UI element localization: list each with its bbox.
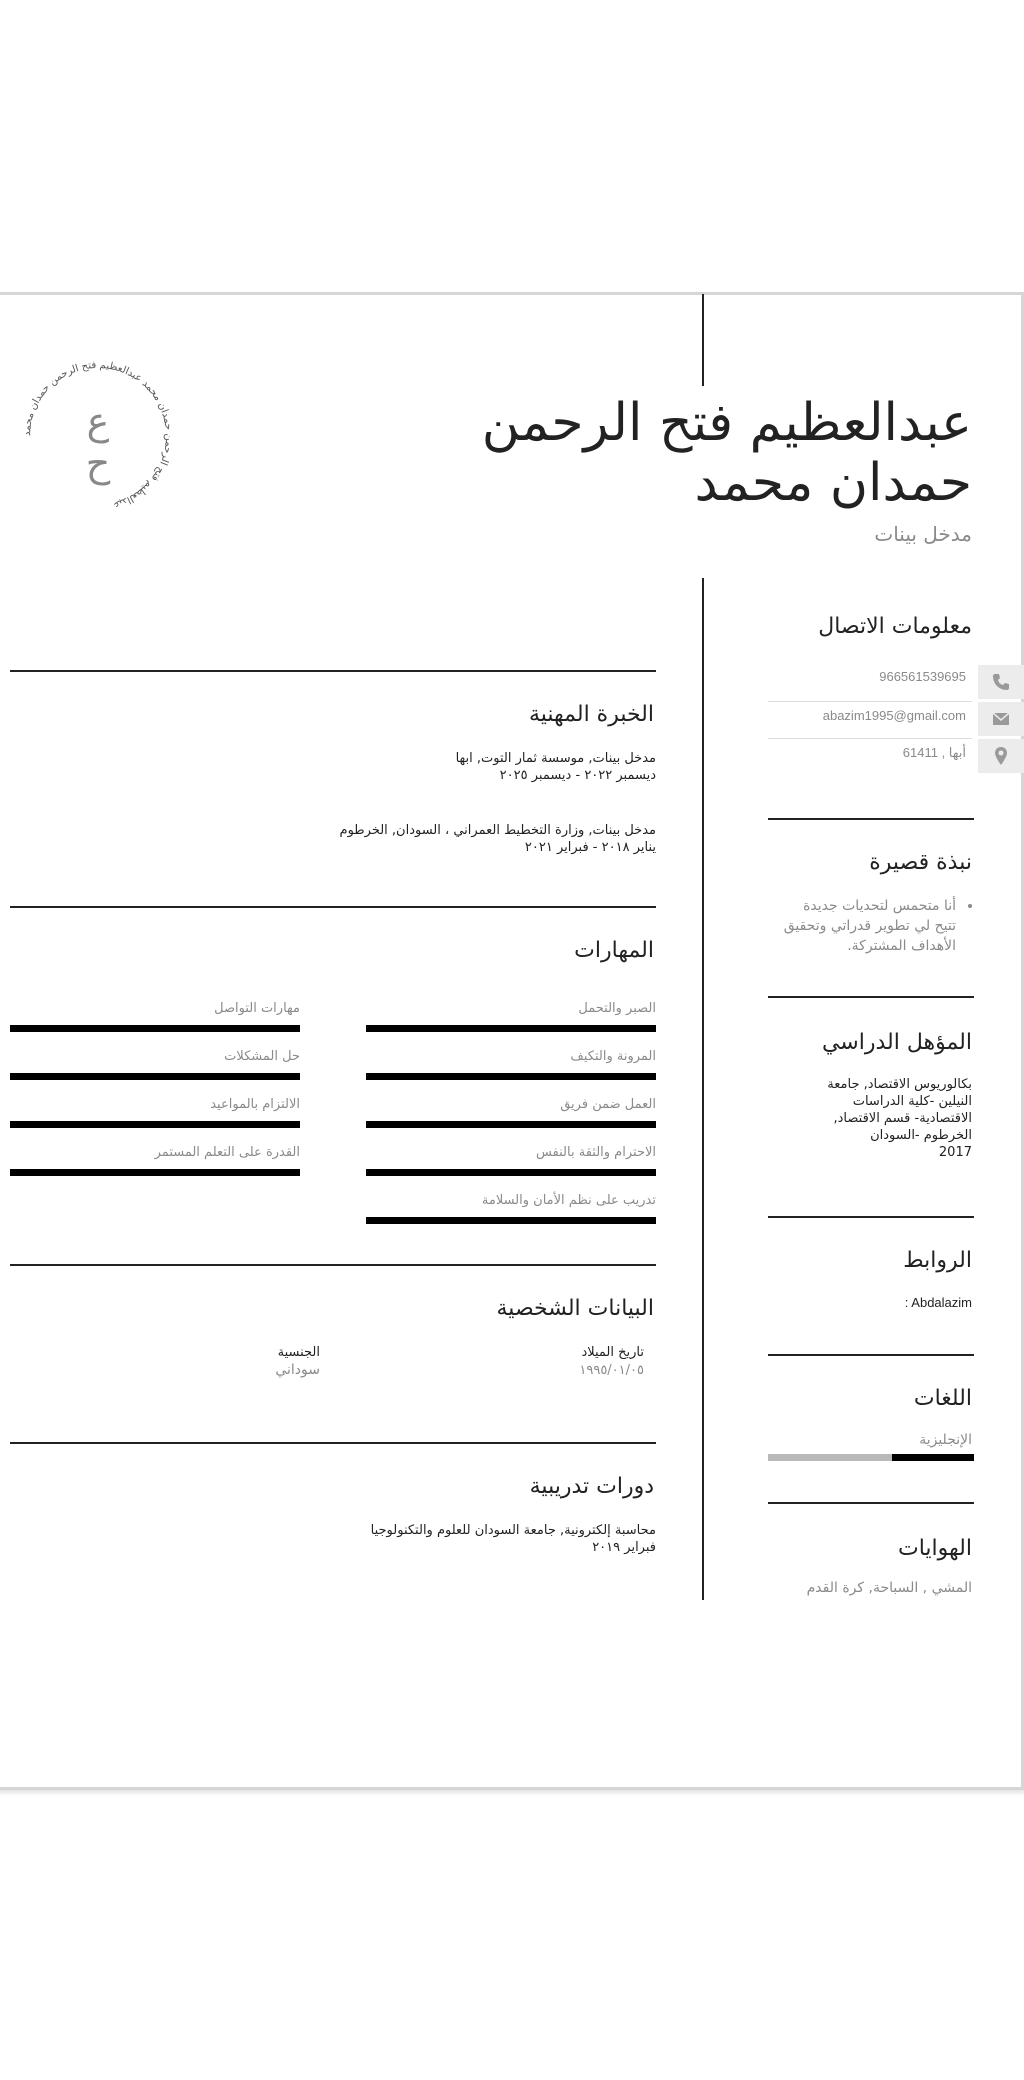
language-level-fill [892, 1454, 974, 1461]
language-level-track [768, 1454, 974, 1461]
skill-bar [366, 1121, 656, 1128]
skill-label: الاحترام والثقة بالنفس [535, 1145, 656, 1160]
skill-label: العمل ضمن فريق [560, 1097, 656, 1112]
skill-bar [366, 1073, 656, 1080]
mail-icon [978, 702, 1024, 736]
hobbies-heading: الهوايات [898, 1536, 972, 1561]
skill-label: الالتزام بالمواعيد [210, 1097, 300, 1112]
experience-dates: ديسمبر ٢٠٢٢ - ديسمبر ٢٠٢٥ [499, 768, 656, 783]
links-heading: الروابط [903, 1248, 972, 1273]
skill-bar [366, 1217, 656, 1224]
experience-item-1 [100, 750, 656, 784]
skill-bar [10, 1025, 300, 1032]
summary-text [760, 896, 956, 956]
divider [768, 1502, 974, 1504]
experience-title: مدخل بينات, موسسة ثمار التوت, ابها [455, 751, 656, 766]
nationality-value: سوداني [275, 1362, 320, 1378]
training-heading: دورات تدريبية [529, 1474, 654, 1499]
skill-label: تدريب على نظم الأمان والسلامة [481, 1193, 656, 1208]
experience-title: مدخل بينات, وزارة التخطيط العمراني ، السودان, الخرطوم [339, 823, 656, 838]
contact-heading: معلومات الاتصال [818, 614, 972, 639]
stamp-initial-bottom: ح [85, 441, 111, 485]
name-stamp [18, 356, 178, 516]
skill-label: مهارات التواصل [214, 1001, 300, 1016]
contact-address-row [768, 739, 972, 775]
name-line-1: عبدالعظيم فتح الرحمن [481, 393, 972, 453]
training-date: فبراير ٢٠١٩ [592, 1540, 656, 1555]
location-icon [978, 739, 1024, 773]
name-line-2: حمدان محمد [694, 453, 972, 513]
column-divider-line [702, 578, 704, 1600]
divider [10, 1264, 656, 1266]
experience-item-2 [100, 822, 656, 856]
training-title: محاسبة إلكترونية, جامعة السودان للعلوم والتكنولوجيا [370, 1523, 656, 1538]
education-text [760, 1076, 972, 1161]
education-line-5: 2017 [938, 1145, 972, 1160]
skill-label: المرونة والتكيف [570, 1049, 656, 1064]
skill-label: القدرة على التعلم المستمر [154, 1145, 300, 1160]
link-item[interactable]: : Abdalazim [904, 1295, 972, 1310]
skill-bar [10, 1169, 300, 1176]
birth-label: تاريخ الميلاد [581, 1345, 644, 1360]
skill-bar [10, 1121, 300, 1128]
divider [768, 1216, 974, 1218]
job-title: مدخل بينات [874, 522, 972, 546]
skill-label: الصبر والتحمل [578, 1001, 656, 1016]
summary-line-1: أنا متحمس لتحديات جديدة [803, 898, 956, 914]
skill-bar [366, 1025, 656, 1032]
contact-address: أبها , 61411 [902, 745, 966, 760]
divider [10, 906, 656, 908]
skill-bar [366, 1169, 656, 1176]
education-heading: المؤهل الدراسي [821, 1030, 972, 1055]
summary-line-3: الأهداف المشتركة. [847, 938, 956, 954]
divider [768, 1354, 974, 1356]
divider [10, 1442, 656, 1444]
divider [768, 818, 974, 820]
top-divider-line [702, 294, 704, 386]
training-item [100, 1522, 656, 1556]
experience-dates: يناير ٢٠١٨ - فبراير ٢٠٢١ [524, 840, 656, 855]
personal-heading: البيانات الشخصية [496, 1296, 654, 1321]
contact-phone-row [768, 665, 972, 702]
summary-line-2: تتيح لي تطوير قدراتي وتحقيق [783, 918, 956, 934]
skill-label: حل المشكلات [224, 1049, 300, 1064]
divider [768, 996, 974, 998]
hobbies-text: المشي , السباحة, كرة القدم [806, 1580, 972, 1596]
experience-heading: الخبرة المهنية [528, 702, 654, 727]
languages-heading: اللغات [913, 1386, 972, 1411]
birth-value: ١٩٩٥/٠١/٠٥ [579, 1363, 644, 1378]
bullet-dot [968, 904, 972, 908]
education-line-4: الخرطوم -السودان [870, 1128, 972, 1143]
phone-icon [978, 665, 1024, 699]
language-name: الإنجليزية [919, 1432, 972, 1448]
stamp-ring-text: عبدالعظيم فتح الرحمن حمدان محمد عبدالعظيم فتح الرحمن حمدان محمد [21, 359, 175, 511]
skills-heading: المهارات [574, 938, 654, 963]
summary-heading: نبذة قصيرة [869, 850, 972, 875]
stamp-initial-top: ع [86, 399, 110, 443]
contact-email[interactable]: abazim1995@gmail.com [822, 708, 966, 723]
contact-phone[interactable]: 966561539695 [879, 669, 966, 684]
education-line-3: الاقتصادية- قسم الاقتصاد, [833, 1111, 972, 1126]
education-line-1: بكالوريوس الاقتصاد, جامعة [827, 1077, 972, 1092]
divider [10, 670, 656, 672]
education-line-2: النيلين -كلية الدراسات [852, 1094, 972, 1109]
full-name [230, 393, 972, 513]
skill-bar [10, 1073, 300, 1080]
nationality-label: الجنسية [277, 1345, 320, 1360]
contact-email-row [768, 702, 972, 739]
